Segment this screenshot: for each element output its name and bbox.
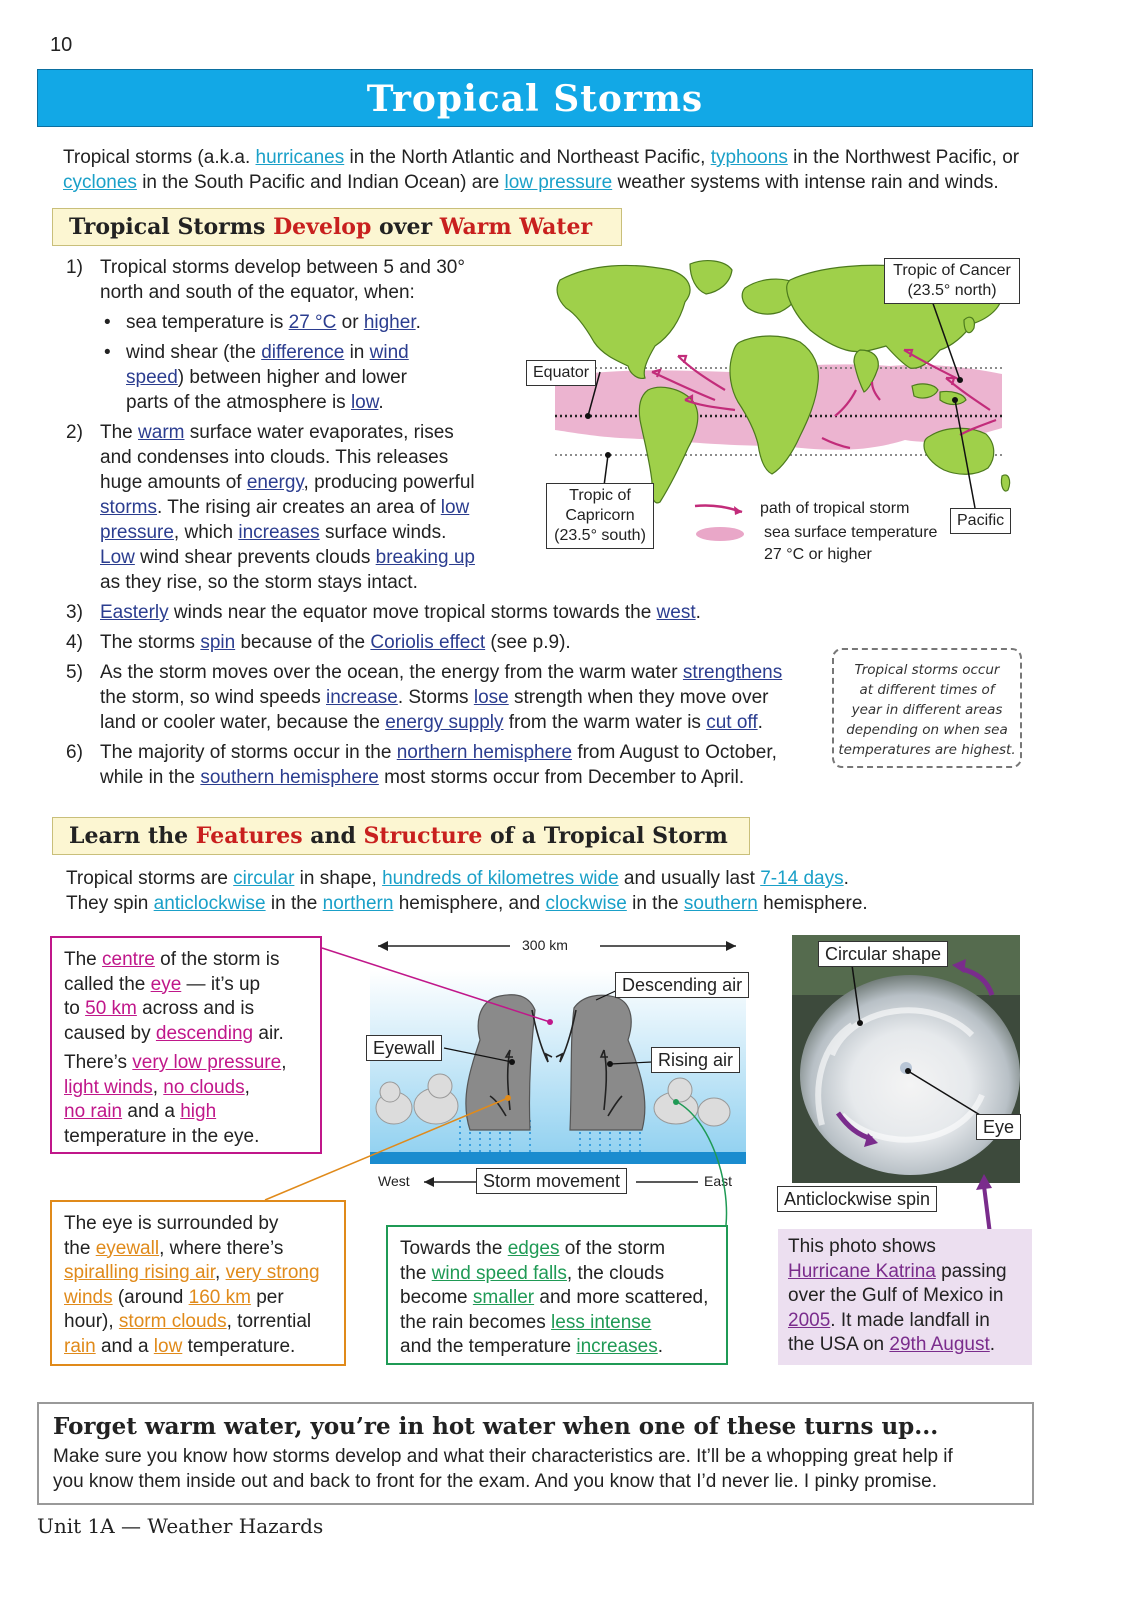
summary-title: Forget warm water, you’re in hot water when one of these turns up... [53, 1413, 939, 1440]
features-paragraph: Tropical storms are circular in shape, hundreds of kilometres wide and usually last 7-14 days. They spin anticlockwise in the northern hemisphere, and clockwise in the southern hemisphere. [66, 868, 868, 914]
summary-box [37, 1402, 1034, 1505]
section-heading-features: Learn the Features and Structure of a Tropical Storm [52, 817, 750, 855]
eyewall-info-box: The eye is surrounded by the eyewall, where there’s spiralling rising air, very strong winds (around 160 km per hour), storm clouds, torrential rain and a low temperature. [50, 1200, 346, 1366]
section-heading-develop: Tropical Storms Develop over Warm Water [52, 208, 622, 246]
list-item: 5) As the storm moves over the ocean, the energy from the warm water strengthens the storm, so wind speeds increase. Storms lose strength when they move over land or cooler water, because the energy supply from the warm water is cut off. [66, 662, 783, 733]
photo-caption: This photo shows Hurricane Katrina passing over the Gulf of Mexico in 2005. It made landfall in the USA on 29th August. [778, 1229, 1032, 1365]
intro-paragraph: Tropical storms (a.k.a. hurricanes in the North Atlantic and Northeast Pacific, typhoons in the Northwest Pacific, or cyclones in the South Pacific and Indian Ocean) are low pressure weather systems with intense rain and winds. [63, 147, 1020, 193]
label-equator: Equator [526, 360, 596, 386]
list-item: 3) Easterly winds near the equator move tropical storms towards the west. [66, 602, 701, 623]
label-pacific: Pacific [950, 508, 1011, 534]
label-storm-movement: Storm movement [476, 1168, 627, 1194]
list-item: 4) The storms spin because of the Coriolis effect (see p.9). [66, 632, 571, 653]
page-title: Tropical Storms [366, 78, 704, 120]
label-circular-shape: Circular shape [818, 941, 948, 967]
label-eye: Eye [976, 1114, 1021, 1140]
link-low-pressure: low pressure [504, 172, 613, 193]
label-rising-air: Rising air [651, 1047, 740, 1073]
scale-label: 300 km [522, 937, 568, 953]
label-east: East [704, 1173, 733, 1189]
hurricane-photo [792, 935, 1020, 1183]
label-descending-air: Descending air [615, 972, 749, 998]
legend-path-text: path of tropical storm [760, 500, 910, 517]
label-anticlockwise-spin: Anticlockwise spin [777, 1186, 937, 1212]
list-item: • sea temperature is 27 °C or higher. [100, 310, 852, 335]
page-footer: Unit 1A — Weather Hazards [37, 1514, 324, 1538]
eye-info-box: The centre of the storm is called the eye — it’s up to 50 km across and is caused by descending air. There’s very low pressure, light winds, no clouds, no rain and a high temperature in the eye. [50, 936, 322, 1154]
list-item: 1) Tropical storms develop between 5 and 30° north and south of the equator, when: • sea temperature is 27 °C or higher. • wind shear (the difference in wind speed) between higher and lower parts of the atmosphere is low. [52, 255, 852, 415]
summary-text: Make sure you know how storms develop and what their characteristics are. It’ll be a whopping great help if you know them inside out and back to front for the exam. And you know that I’d never lie. I pinky promise. [53, 1446, 953, 1492]
list-item: 6) The majority of storms occur in the northern hemisphere from August to October, while in the southern hemisphere most storms occur from December to April. [66, 742, 777, 788]
edges-info-box: Towards the edges of the storm the wind speed falls, the clouds become smaller and more scattered, the rain becomes less intense and the temperature increases. [386, 1225, 728, 1365]
note-bubble: Tropical storms occur at different times of year in different areas depending on when sea temperatures are highest. [832, 648, 1022, 768]
link-hurricanes: hurricanes [255, 147, 345, 168]
list-item: 2) The warm surface water evaporates, rises and condenses into clouds. This releases huge amounts of energy, producing powerful storms. The rising air creates an area of low pressure, which increases surface winds. Low wind shear prevents clouds breaking up as they rise, so the storm stays intact. [66, 422, 475, 593]
link-cyclones: cyclones [63, 172, 137, 193]
page-number: 10 [50, 34, 73, 56]
list-item: • wind shear (the difference in wind speed) between higher and lower parts of the atmosphere is low. [100, 340, 852, 415]
label-tropic-of-cancer: Tropic of Cancer (23.5° north) [884, 258, 1020, 304]
label-west: West [378, 1173, 410, 1189]
label-eyewall: Eyewall [366, 1035, 442, 1061]
link-typhoons: typhoons [710, 147, 788, 168]
legend-sst-text: sea surface temperature 27 °C or higher [764, 524, 938, 563]
label-tropic-of-capricorn: Tropic of Capricorn (23.5° south) [546, 483, 654, 549]
